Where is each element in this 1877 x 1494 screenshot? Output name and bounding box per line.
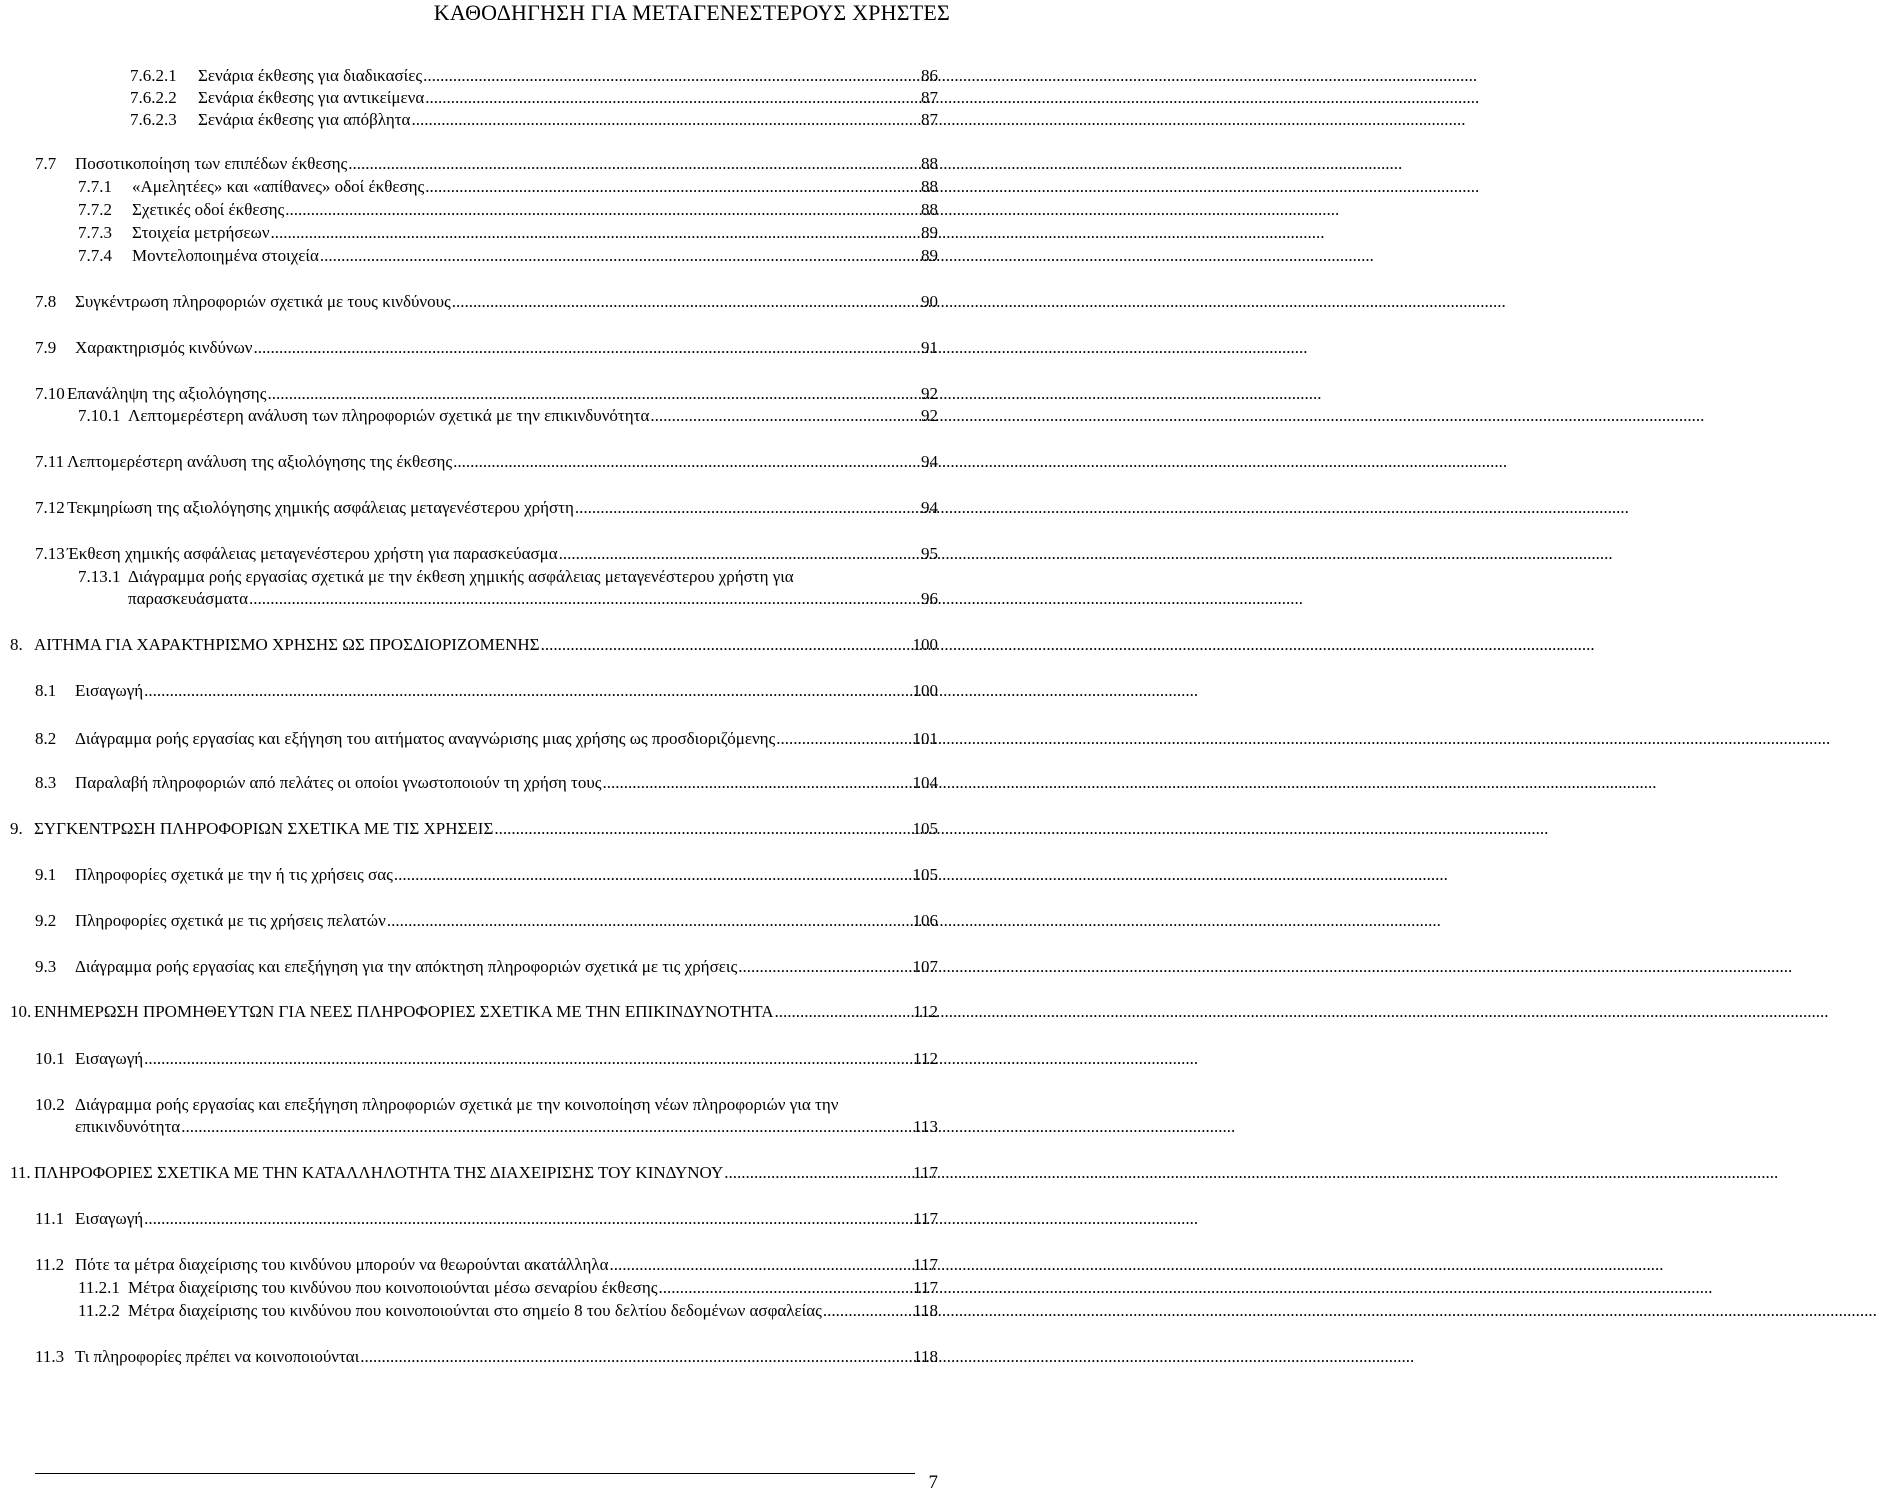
toc-page-number: 118 — [913, 1301, 938, 1320]
toc-number: 9. — [10, 819, 23, 838]
toc-page-number: 112 — [913, 1049, 938, 1068]
toc-entry — [78, 1300, 938, 1322]
toc-title: Διάγραμμα ροής εργασίας και επεξήγηση για την απόκτηση πληροφοριών σχετικά με τις χρήσεις — [75, 957, 738, 976]
toc-entry — [35, 772, 938, 794]
toc-page-number: 87 — [921, 110, 938, 129]
toc-title: Εισαγωγή — [75, 1049, 144, 1068]
toc-entry — [35, 1346, 938, 1368]
toc-entry — [78, 222, 938, 244]
toc-number: 8.2 — [35, 729, 57, 748]
toc-page-number: 94 — [921, 452, 938, 471]
toc-title: Τι πληροφορίες πρέπει να κοινοποιούνται — [75, 1347, 360, 1366]
toc-page-number: 95 — [921, 544, 938, 563]
toc-entry — [35, 543, 938, 565]
toc-leader-dots — [143, 680, 910, 702]
toc-entry — [78, 199, 938, 221]
toc-number: 9.1 — [35, 865, 57, 884]
toc-page-number: 92 — [921, 406, 938, 425]
toc-page-number: 87 — [921, 88, 938, 107]
toc-page-number: 89 — [921, 223, 938, 242]
toc-number: 7.6.2.3 — [130, 110, 177, 129]
toc-number: 7.7.1 — [78, 177, 112, 196]
toc-number: 7.10.1 — [78, 406, 121, 425]
toc-entry — [35, 497, 938, 519]
toc-number: 10.1 — [35, 1049, 65, 1068]
toc-entry — [10, 1001, 938, 1023]
toc-entry — [78, 176, 938, 198]
toc-number: 10. — [10, 1002, 32, 1021]
toc-number: 7.8 — [35, 292, 57, 311]
toc-number: 7.9 — [35, 338, 57, 357]
toc-number: 9.3 — [35, 957, 57, 976]
toc-entry — [35, 956, 938, 978]
toc-number: 7.7.4 — [78, 246, 112, 265]
toc-page-number: 117 — [913, 1255, 938, 1274]
toc-entry — [10, 634, 938, 656]
toc-page-number: 89 — [921, 246, 938, 265]
toc-entry — [78, 245, 938, 267]
toc-number: 7.7 — [35, 154, 57, 173]
toc-number: 11.2.2 — [78, 1301, 120, 1320]
toc-number: 11.3 — [35, 1347, 65, 1366]
toc-title: Τεκμηρίωση της αξιολόγησης χημικής ασφάλειας μεταγενέστερου χρήστη — [67, 498, 574, 517]
toc-title: Ποσοτικοποίηση των επιπέδων έκθεσης — [75, 154, 348, 173]
toc-entry — [35, 728, 938, 750]
toc-leader-dots — [143, 1208, 911, 1230]
toc-title: «Αμελητέες» και «απίθανες» οδοί έκθεσης — [132, 177, 425, 196]
toc-leader-dots — [319, 245, 919, 267]
toc-entry — [78, 566, 938, 610]
toc-page-number: 113 — [913, 1117, 938, 1136]
page-number: 7 — [928, 1472, 938, 1493]
toc-page-number: 117 — [913, 1278, 938, 1297]
toc-entry — [35, 910, 938, 932]
toc-number: 9.2 — [35, 911, 57, 930]
toc-entry — [35, 864, 938, 886]
toc-entry — [10, 1162, 938, 1184]
toc-leader-dots — [347, 153, 919, 175]
toc-leader-dots — [143, 1048, 911, 1070]
toc-title: Παραλαβή πληροφοριών από πελάτες οι οποίοι γνωστοποιούν τη χρήση τους — [75, 773, 602, 792]
toc-leader-dots — [657, 1277, 911, 1299]
toc-page-number: 88 — [921, 177, 938, 196]
toc-number: 7.13.1 — [78, 567, 121, 586]
toc-entry — [10, 818, 938, 840]
document-header: ΚΑΘΟΔΗΓΗΣΗ ΓΙΑ ΜΕΤΑΓΕΝΕΣΤΕΡΟΥΣ ΧΡΗΣΤΕΣ — [433, 0, 950, 25]
toc-leader-dots — [609, 1254, 912, 1276]
toc-number: 11.2.1 — [78, 1278, 120, 1297]
toc-number: 7.11 — [35, 452, 65, 471]
toc-leader-dots — [602, 772, 911, 794]
toc-leader-dots — [284, 199, 919, 221]
toc-number: 11.1 — [35, 1209, 65, 1228]
toc-title: Εισαγωγή — [75, 1209, 144, 1228]
toc-entry — [35, 337, 938, 359]
toc-entry — [35, 1094, 938, 1138]
toc-leader-dots — [410, 109, 919, 131]
toc-page-number: 105 — [912, 865, 938, 884]
toc-page-number: 104 — [912, 773, 938, 792]
toc-leader-dots — [774, 1001, 912, 1023]
toc-page-number: 106 — [912, 911, 938, 930]
toc-entry — [130, 87, 938, 109]
toc-leader-dots — [422, 65, 919, 87]
toc-number: 11.2 — [35, 1255, 65, 1274]
toc-page-number: 90 — [921, 292, 938, 311]
toc-title: ΣΥΓΚΕΝΤΡΩΣΗ ΠΛΗΡΟΦΟΡΙΩΝ ΣΧΕΤΙΚΑ ΜΕ ΤΙΣ ΧΡΗΣΕΙΣ — [34, 819, 494, 838]
toc-title: Σενάρια έκθεσης για απόβλητα — [198, 110, 411, 129]
toc-title: Μοντελοποιημένα στοιχεία — [132, 246, 319, 265]
toc-number: 7.6.2.2 — [130, 88, 177, 107]
toc-title: Πληροφορίες σχετικά με την ή τις χρήσεις σας — [75, 865, 393, 884]
toc-leader-dots — [775, 728, 910, 750]
toc-page-number: 88 — [921, 200, 938, 219]
toc-leader-dots — [574, 497, 919, 519]
toc-number: 10.2 — [35, 1095, 65, 1114]
toc-number: 8. — [10, 635, 23, 654]
toc-leader-dots — [493, 818, 910, 840]
toc-leader-dots — [558, 543, 919, 565]
toc-page-number: 105 — [912, 819, 938, 838]
toc-title: Μέτρα διαχείρισης του κινδύνου που κοινοποιούνται μέσω σεναρίου έκθεσης — [128, 1278, 658, 1297]
toc-entry — [35, 1048, 938, 1070]
toc-page-number: 94 — [921, 498, 938, 517]
toc-entry — [78, 405, 938, 427]
toc-entry — [35, 291, 938, 313]
toc-entry — [35, 1254, 938, 1276]
toc-leader-dots — [386, 910, 911, 932]
toc-leader-dots — [424, 176, 919, 198]
toc-page-number: 117 — [913, 1163, 938, 1182]
toc-title: ΠΛΗΡΟΦΟΡΙΕΣ ΣΧΕΤΙΚΑ ΜΕ ΤΗΝ ΚΑΤΑΛΛΗΛΟΤΗΤΑ ΤΗΣ ΔΙΑΧΕΙΡΙΣΗΣ ΤΟΥ ΚΙΝΔΥΝΟΥ — [34, 1163, 724, 1182]
toc-entry — [35, 680, 938, 702]
toc-title: Μέτρα διαχείρισης του κινδύνου που κοινοποιούνται στο σημείο 8 του δελτίου δεδομένων ασφαλείας — [128, 1301, 822, 1320]
toc-leader-dots — [266, 383, 919, 405]
toc-title: Έκθεση χημικής ασφάλειας μεταγενέστερου χρήστη για παρασκεύασμα — [67, 544, 558, 563]
toc-entry — [35, 1208, 938, 1230]
toc-page-number: 118 — [913, 1347, 938, 1366]
toc-number: 11. — [10, 1163, 31, 1182]
toc-number: 7.12 — [35, 498, 65, 517]
toc-page-number: 96 — [921, 589, 938, 608]
toc-leader-dots — [737, 956, 910, 978]
toc-leader-dots — [723, 1162, 911, 1184]
toc-number: 8.1 — [35, 681, 57, 700]
toc-page-number: 117 — [913, 1209, 938, 1228]
toc-title: Συγκέντρωση πληροφοριών σχετικά με τους κινδύνους — [75, 292, 451, 311]
toc-number: 7.10 — [35, 384, 65, 403]
toc-leader-dots — [253, 337, 920, 359]
toc-title: Εισαγωγή — [75, 681, 144, 700]
footer-rule — [35, 1473, 915, 1474]
toc-title: Λεπτομερέστερη ανάλυση των πληροφοριών σχετικά με την επικινδυνότητα — [128, 406, 650, 425]
toc-entry — [35, 451, 938, 473]
toc-number: 8.3 — [35, 773, 57, 792]
toc-page-number: 101 — [912, 729, 938, 748]
toc-title: ΑΙΤΗΜΑ ΓΙΑ ΧΑΡΑΚΤΗΡΙΣΜΟ ΧΡΗΣΗΣ ΩΣ ΠΡΟΣΔΙΟΡΙΖΟΜΕΝΗΣ — [34, 635, 540, 654]
toc-number: 7.7.2 — [78, 200, 112, 219]
toc-page-number: 100 — [912, 681, 938, 700]
toc-title: Πληροφορίες σχετικά με τις χρήσεις πελατών — [75, 911, 386, 930]
toc-title: Διάγραμμα ροής εργασίας και επεξήγηση πληροφοριών σχετικά με την κοινοποίηση νέων πληροφοριών για την — [75, 1095, 839, 1114]
toc-title: Διάγραμμα ροής εργασίας και εξήγηση του αιτήματος αναγνώρισης μιας χρήσης ως προσδιοριζόμενης — [75, 729, 776, 748]
toc-page-number: 92 — [921, 384, 938, 403]
toc-title: Στοιχεία μετρήσεων — [132, 223, 270, 242]
toc-entry — [130, 109, 938, 131]
toc-leader-dots — [248, 588, 919, 610]
toc-title: Λεπτομερέστερη ανάλυση της αξιολόγησης της έκθεσης — [67, 452, 453, 471]
toc-leader-dots — [451, 291, 919, 313]
toc-entry — [78, 1277, 938, 1299]
toc-title: Σχετικές οδοί έκθεσης — [132, 200, 285, 219]
toc-title-continued: επικινδυνότητα — [75, 1117, 181, 1136]
toc-leader-dots — [822, 1300, 911, 1322]
toc-title-continued: παρασκευάσματα — [128, 589, 248, 608]
toc-title: Πότε τα μέτρα διαχείρισης του κινδύνου μπορούν να θεωρούνται ακατάλληλα — [75, 1255, 609, 1274]
toc-title: Διάγραμμα ροής εργασίας σχετικά με την έκθεση χημικής ασφάλειας μεταγενέστερου χρήστη για — [128, 567, 794, 586]
toc-leader-dots — [393, 864, 911, 886]
toc-number: 7.7.3 — [78, 223, 112, 242]
toc-page-number: 107 — [912, 957, 938, 976]
toc-number: 7.6.2.1 — [130, 66, 177, 85]
toc-leader-dots — [540, 634, 911, 656]
toc-leader-dots — [359, 1346, 911, 1368]
toc-page-number: 88 — [921, 154, 938, 173]
toc-page-number: 100 — [912, 635, 938, 654]
toc-page-number: 86 — [921, 66, 938, 85]
toc-page-number: 112 — [913, 1002, 938, 1021]
toc-entry — [35, 383, 938, 405]
toc-entry — [35, 153, 938, 175]
toc-title: Επανάληψη της αξιολόγησης — [67, 384, 267, 403]
toc-title: Σενάρια έκθεσης για αντικείμενα — [198, 88, 425, 107]
toc-title: Χαρακτηρισμός κινδύνων — [75, 338, 253, 357]
toc-leader-dots — [452, 451, 919, 473]
toc-leader-dots — [180, 1116, 911, 1138]
toc-leader-dots — [424, 87, 919, 109]
toc-number: 7.13 — [35, 544, 65, 563]
toc-leader-dots — [649, 405, 919, 427]
toc-title: ΕΝΗΜΕΡΩΣΗ ΠΡΟΜΗΘΕΥΤΩΝ ΓΙΑ ΝΕΕΣ ΠΛΗΡΟΦΟΡΙΕΣ ΣΧΕΤΙΚΑ ΜΕ ΤΗΝ ΕΠΙΚΙΝΔΥΝΟΤΗΤΑ — [34, 1002, 774, 1021]
toc-title: Σενάρια έκθεσης για διαδικασίες — [198, 66, 423, 85]
toc-leader-dots — [270, 222, 919, 244]
toc-entry — [130, 65, 938, 87]
toc-page-number: 91 — [921, 338, 938, 357]
